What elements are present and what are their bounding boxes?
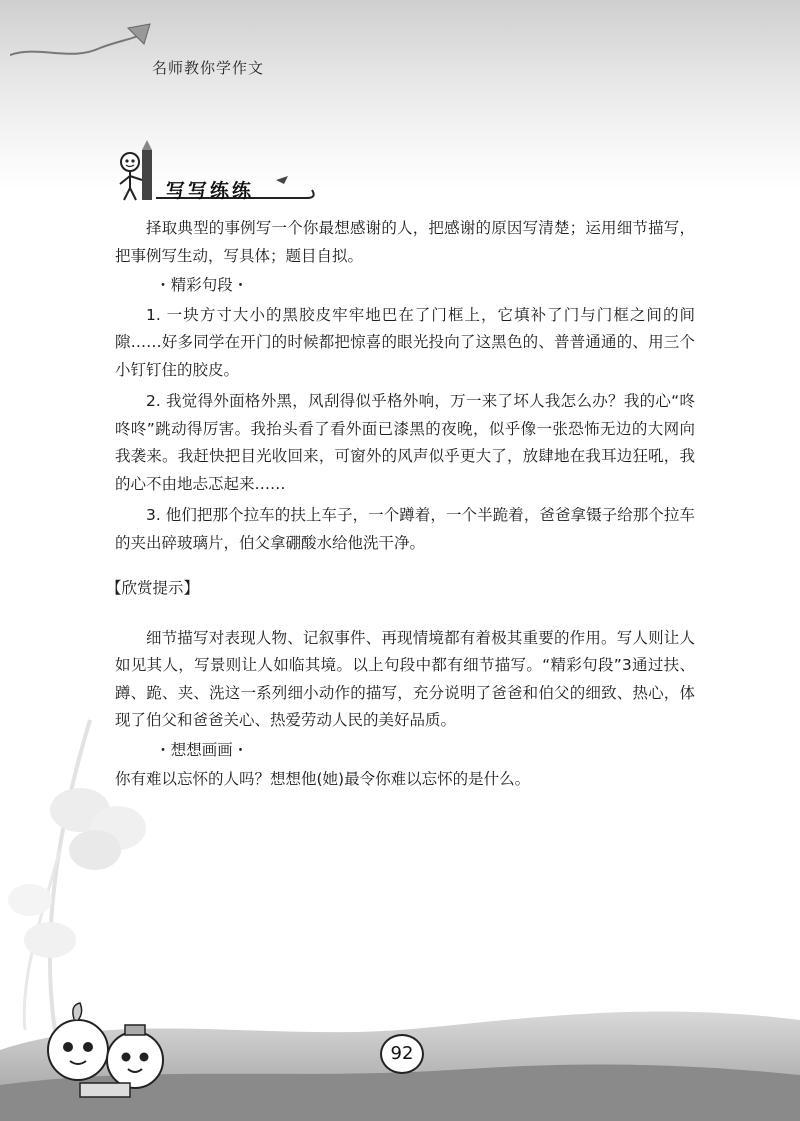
book-title: 名师教你学作文 [152, 59, 265, 77]
task-paragraph: 择取典型的事例写一个你最想感谢的人，把感谢的原因写清楚；运用细节描写，把事例写生动，写具体；题目自拟。 [115, 219, 695, 265]
main-content [106, 215, 695, 794]
kite-icon [10, 0, 170, 70]
cartoon-mascots-icon [40, 995, 190, 1105]
highlight-heading: ・精彩句段・ [155, 276, 249, 294]
highlight-item: 2. 我觉得外面格外黑，风刮得似乎格外响，万一来了坏人我怎么办？我的心“咚咚咚”跳动得厉害。我抬头看了看外面已漆黑的夜晚，似乎像一张恐怖无边的大网向我袭来。我赶快把目光收回来，可窗外的风声似乎更大了，放肆地在我耳边狂吼，我的心不由地忐忑起来…… [115, 392, 695, 493]
section-title: 写写练练 [166, 180, 255, 202]
appreciation-heading: 【欣赏提示】 [106, 579, 200, 597]
highlight-item: 1. 一块方寸大小的黑胶皮牢牢地巴在了门框上，它填补了门与门框之间的间隙……好多同学在开门的时候都把惊喜的眼光投向了这黑色的、普普通通的、用三个小钉钉住的胶皮。 [115, 305, 695, 379]
highlight-item: 3. 他们把那个拉车的扶上车子，一个蹲着，一个半跪着，爸爸拿镊子给那个拉车的夹出碎玻璃片，伯父拿硼酸水给他洗干净。 [115, 506, 695, 552]
clover-illustration [0, 700, 180, 1030]
appreciation-text: 细节描写对表现人物、记叙事件、再现情境都有着极其重要的作用。写人则让人如见其人，写景则让人如临其境。以上句段中都有细节描写。“精彩句段”3通过扶、蹲、跪、夹、洗这一系列细小动作的描写，充分说明了爸爸和伯父的细致、热心，体现了伯父和爸爸关心、热爱劳动人民的美好品质。 [115, 628, 695, 729]
page-number: 92 [380, 1034, 424, 1074]
imagine-question: 你有难以忘怀的人吗？想想他(她)最令你难以忘怀的是什么。 [115, 770, 531, 788]
section-heading [112, 140, 322, 206]
imagine-heading: ・想想画画・ [155, 740, 249, 759]
